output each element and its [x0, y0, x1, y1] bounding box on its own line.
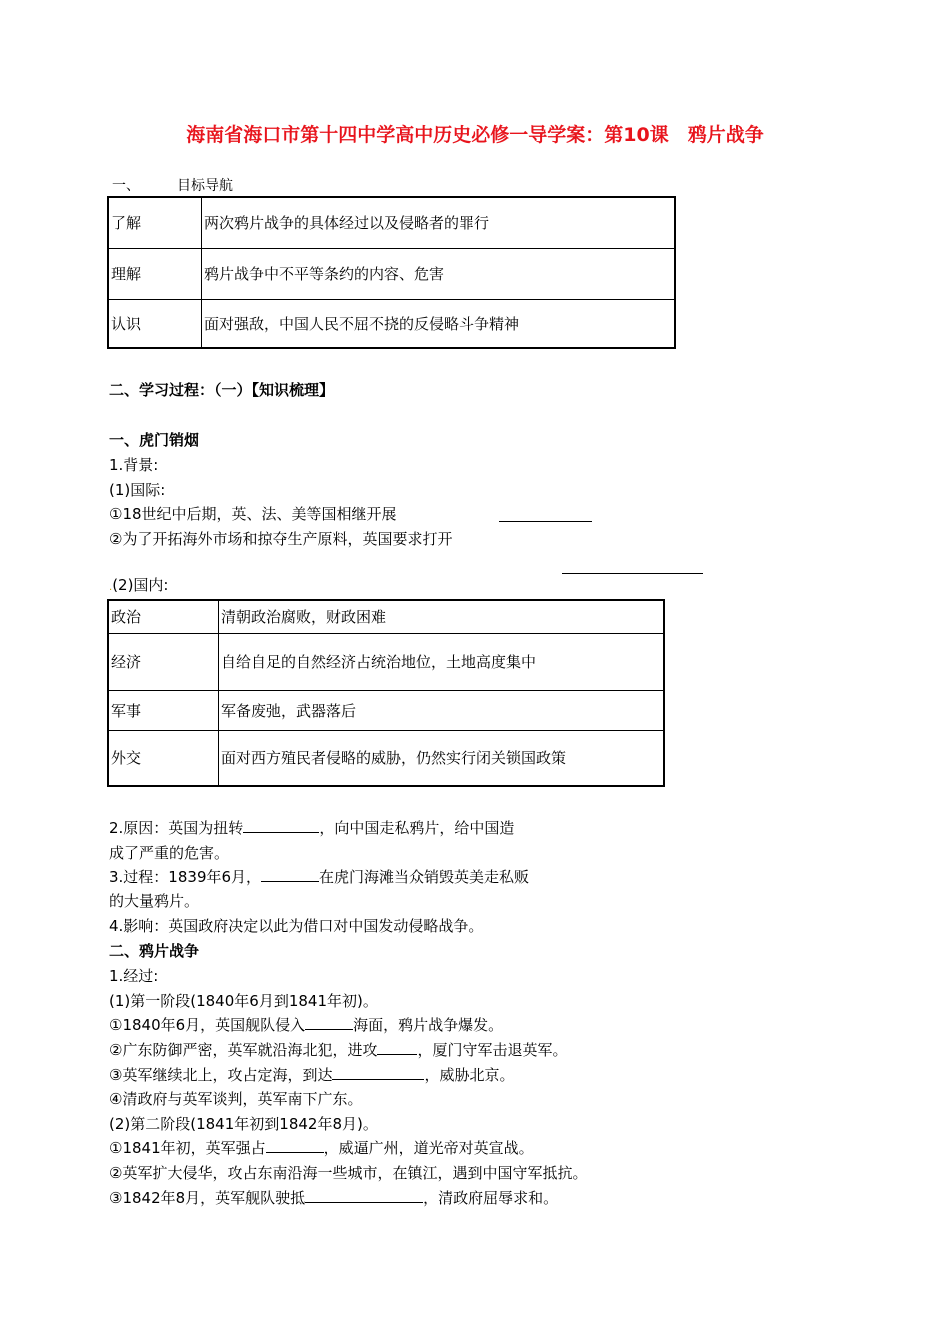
fill-blank-line: [562, 573, 703, 574]
domestic-key: 外交: [108, 730, 219, 786]
fill-blank[interactable]: [332, 1065, 424, 1080]
goal-key: 认识: [108, 299, 202, 348]
fill-blank[interactable]: [243, 818, 319, 833]
fill-blank[interactable]: [261, 867, 319, 882]
section-goal-heading: [112, 175, 233, 195]
international-label: (1)国际:: [109, 481, 166, 499]
section2-heading: 二、学习过程：（一）【知识梳理】: [109, 381, 335, 399]
goals-table: [107, 196, 676, 349]
international-item-1: ①18世纪中后期，英、法、美等国相继开展: [109, 505, 397, 523]
stage1-item-4: ④清政府与英军谈判，英军南下广东。: [109, 1090, 363, 1108]
domestic-key: 政治: [108, 600, 219, 633]
goal-value: 两次鸦片战争的具体经过以及侵略者的罪行: [202, 197, 676, 248]
fill-blank[interactable]: [305, 1188, 423, 1203]
domestic-label: .(2)国内:: [109, 576, 169, 594]
goal-key: 理解: [108, 248, 202, 299]
domestic-key: 经济: [108, 633, 219, 690]
part2-heading: 二、鸦片战争: [109, 942, 200, 960]
part1-heading: 一、虎门销烟: [109, 431, 200, 449]
stage1-label: (1)第一阶段(1840年6月到1841年初)。: [109, 992, 378, 1010]
stage1-item-1: ①1840年6月，英国舰队侵入 海面，鸦片战争爆发。: [109, 1016, 504, 1034]
stage2-label: (2)第二阶段(1841年初到1842年8月)。: [109, 1115, 378, 1133]
stage1-item-2: ②广东防御严密，英军就沿海北犯，进攻 ，厦门守军击退英军。: [109, 1041, 568, 1059]
stage2-item-3: ③1842年8月，英军舰队驶抵 ，清政府屈辱求和。: [109, 1189, 559, 1207]
process-line-2: 的大量鸦片。: [109, 892, 200, 910]
domestic-value: 清朝政治腐败，财政困难: [219, 600, 665, 633]
stage2-item-1: ①1841年初，英军强占 ，威逼广州，道光帝对英宣战。: [109, 1139, 534, 1157]
cause-line: 2.原因：英国为扭转 ，向中国走私鸦片，给中国造: [109, 819, 515, 837]
fill-blank[interactable]: [305, 1015, 353, 1030]
domestic-table: [107, 599, 665, 787]
domestic-value: 军备废弛，武器落后: [219, 690, 665, 730]
section-label: 目标导航: [177, 178, 233, 194]
course-label: 1.经过:: [109, 967, 159, 985]
fill-blank[interactable]: [377, 1040, 417, 1055]
page-title: 海南省海口市第十四中学高中历史必修一导学案：第10课 鸦片战争: [186, 124, 764, 146]
domestic-value: 面对西方殖民者侵略的威胁，仍然实行闭关锁国政策: [219, 730, 665, 786]
background-label: 1.背景:: [109, 456, 159, 474]
international-item-2: ②为了开拓海外市场和掠夺生产原料，英国要求打开: [109, 530, 453, 548]
domestic-value: 自给自足的自然经济占统治地位，土地高度集中: [219, 633, 665, 690]
process-line: 3.过程：1839年6月， 在虎门海滩当众销毁英美走私贩: [109, 868, 530, 886]
fill-blank-line: [499, 521, 592, 522]
stage1-item-3: ③英军继续北上，攻占定海，到达 ，威胁北京。: [109, 1066, 515, 1084]
domestic-key: 军事: [108, 690, 219, 730]
goal-value: 面对强敌，中国人民不屈不挠的反侵略斗争精神: [202, 299, 676, 348]
goal-value: 鸦片战争中不平等条约的内容、危害: [202, 248, 676, 299]
goal-key: 了解: [108, 197, 202, 248]
stage2-item-2: ②英军扩大侵华，攻占东南沿海一些城市，在镇江，遇到中国守军抵抗。: [109, 1164, 588, 1182]
impact-line: 4.影响：英国政府决定以此为借口对中国发动侵略战争。: [109, 917, 484, 935]
fill-blank[interactable]: [266, 1138, 324, 1153]
section-number: 一、: [112, 178, 140, 194]
cause-line-2: 成了严重的危害。: [109, 844, 230, 862]
